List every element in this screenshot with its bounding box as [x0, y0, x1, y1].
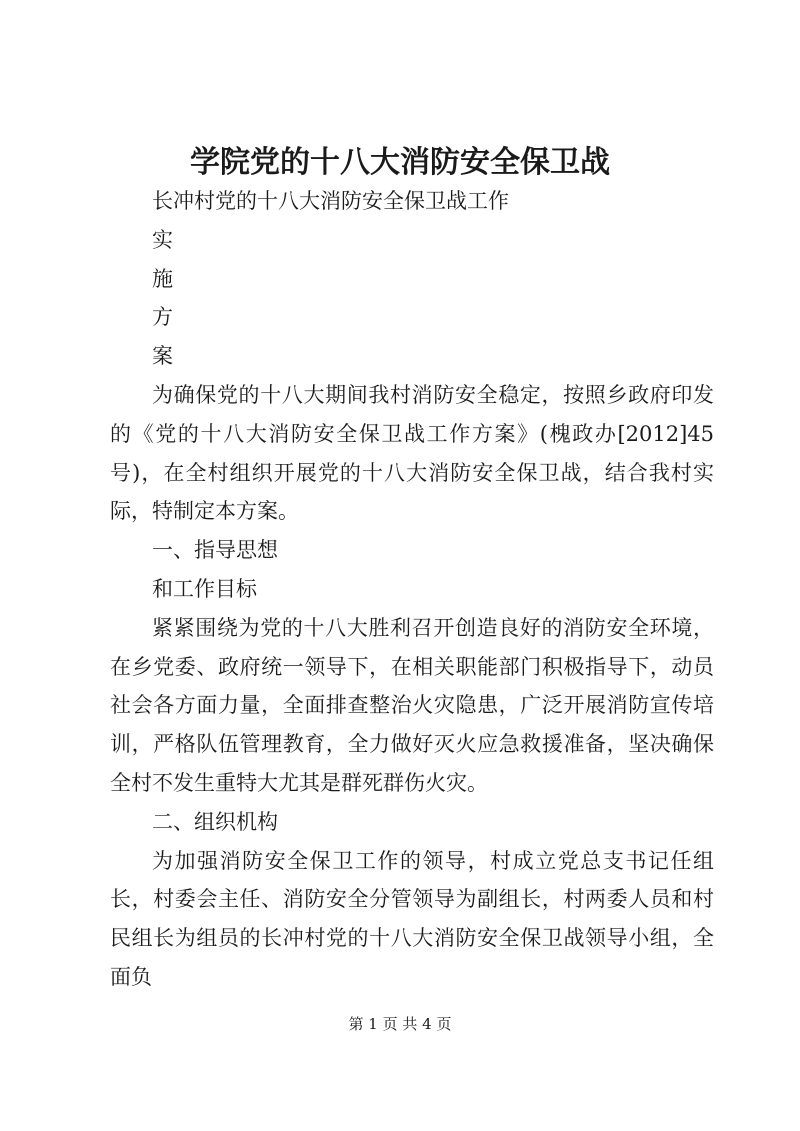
document-body [110, 182, 714, 997]
paragraph: 实 [152, 227, 173, 252]
paragraph: 方 [152, 305, 173, 330]
paragraph: 为确保党的十八大期间我村消防安全稳定，按照乡政府印发的《党的十八大消防安全保卫战工作方案》(槐政办[2012]45号)，在全村组织开展党的十八大消防安全保卫战，结合我村实际，特制定本方案。 [110, 382, 714, 524]
paragraph: 为加强消防安全保卫工作的领导，村成立党总支书记任组长，村委会主任、消防安全分管领导为副组长，村两委人员和村民组长为组员的长冲村党的十八大消防安全保卫战领导小组，全面负 [110, 848, 714, 989]
paragraph: 施 [152, 266, 173, 291]
section-heading: 二、组织机构 [152, 809, 278, 834]
section-heading: 和工作目标 [152, 576, 257, 601]
document-title: 学院党的十八大消防安全保卫战 [190, 145, 610, 180]
section-heading: 一、指导思想 [152, 538, 278, 563]
paragraph: 长冲村党的十八大消防安全保卫战工作 [152, 189, 509, 213]
page-footer: 第 1 页 共 4 页 [348, 1015, 452, 1033]
paragraph: 案 [152, 344, 173, 369]
paragraph: 紧紧围绕为党的十八大胜利召开创造良好的消防安全环境，在乡党委、政府统一领导下，在相关职能部门积极指导下，动员社会各方面力量，全面排查整治火灾隐患，广泛开展消防宣传培训，严格队伍管理教育，全力做好灭火应急救援准备，坚决确保全村不发生重特大尤其是群死群伤火灾。 [110, 615, 714, 795]
